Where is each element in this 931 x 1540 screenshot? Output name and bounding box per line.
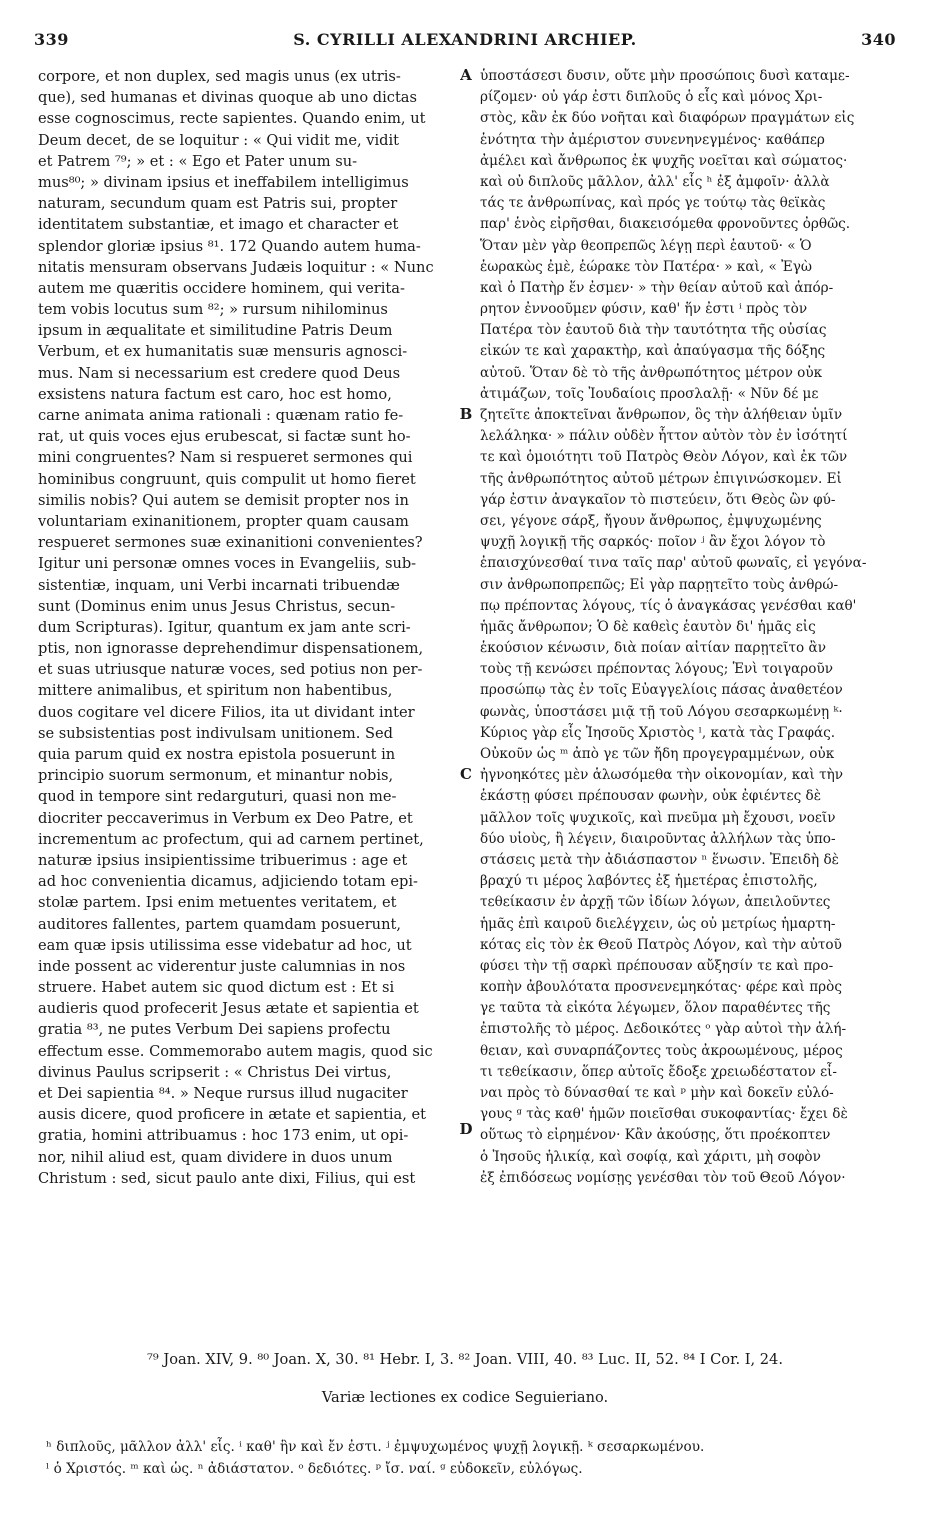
latin-text-line: splendor gloriæ ipsius ⁸¹. 172 Quando autem huma- <box>38 237 421 255</box>
greek-text-line: γάρ ἐστιν ἀναγκαῖον τὸ πιστεύειν, ὅτι Θεὸς ὢν φύ- <box>480 491 836 508</box>
greek-text-line: γους ᵍ τὰς καθ' ἡμῶν ποιεῖσθαι συκοφαντίας· ἔχει δὲ <box>480 1106 848 1123</box>
scripture-footnotes: ⁷⁹ Joan. XIV, 9. ⁸⁰ Joan. X, 30. ⁸¹ Hebr. I, 3. ⁸² Joan. VIII, 40. ⁸³ Luc. II, 52. ⁸⁴ I Cor. I, 24. <box>147 1351 783 1368</box>
greek-text-line: φωνὰς, ὑποστάσει μιᾷ τῇ τοῦ Λόγου σεσαρκωμένῃ ᵏ· <box>480 703 843 720</box>
latin-text-line: ptis, non ignorasse deprehendimur dispensationem, <box>38 640 424 658</box>
latin-text-line: tem vobis locutus sum ⁸²; » rursum nihilominus <box>38 301 388 319</box>
greek-text-line: θειαν, καὶ συναρπάζοντες τοὺς ἀκροωμένους, μέρος <box>480 1042 843 1059</box>
latin-text-line: sunt (Dominus enim unus Jesus Christus, secun- <box>38 597 396 615</box>
greek-text-line: ἀμέλει καὶ ἄνθρωπος ἐκ ψυχῆς νοεῖται καὶ σώματος· <box>480 152 848 169</box>
greek-text-line: πῳ πρέποντας λόγους, τίς ὁ ἀναγκάσας γενέσθαι καθ' <box>480 597 857 614</box>
greek-text-line: προσώπῳ τὰς ἐν τοῖς Εὐαγγελίοις πάσας ἀναθετέον <box>480 682 843 699</box>
latin-text-line: dum Scripturas). Igitur, quantum ex jam ante scri- <box>38 618 411 636</box>
greek-text-line: Κύριος γὰρ εἷς Ἰησοῦς Χριστὸς ˡ, κατὰ τὰς Γραφάς. <box>480 724 836 741</box>
latin-text-line: naturam, secundum quam est Patris sui, propter <box>38 195 398 213</box>
latin-text-line: corpore, et non duplex, sed magis unus (ex utris- <box>38 68 401 85</box>
greek-text-line: βραχύ τι μέρος λαβόντες ἐξ ἡμετέρας ἐπιστολῆς, <box>480 873 818 890</box>
greek-text-line: ἐπαισχύνεσθαί τινα ταῖς παρ' αὐτοῦ φωναῖς, εἰ γεγόνα- <box>480 555 867 572</box>
latin-text-line: voluntariam exinanitionem, propter quam causam <box>38 512 409 530</box>
latin-text-line: Igitur uni personæ omnes voces in Evangeliis, sub- <box>38 555 417 573</box>
latin-text-line: inde possent ac viderentur juste calumnias in nos <box>38 957 406 975</box>
running-title: S. CYRILLI ALEXANDRINI ARCHIEP. <box>293 30 637 49</box>
latin-text-line: mittere animalibus, et spiritum non habentibus, <box>38 682 393 700</box>
variant-line: ʰ διπλοῦς, μᾶλλον ἀλλ' εἷς. ⁱ καθ' ἣν καὶ ἔν ἐστι. ʲ ἐμψυχωμένος ψυχῇ λογικῇ. ᵏ σεσαρκωμένου. <box>46 1439 705 1455</box>
greek-text-line: τι τεθείκασιν, ὅπερ αὐτοῖς ἔδοξε χρειωδέστατον εἶ- <box>480 1063 838 1080</box>
greek-text-line: ρίζομεν· οὐ γάρ ἐστι διπλοῦς ὁ εἷς καὶ μόνος Χρι- <box>480 89 823 106</box>
greek-text-line: εἰκών τε καὶ χαρακτὴρ, καὶ ἀπαύγασμα τῆς δόξης <box>480 343 826 360</box>
latin-text-line: duos cogitare vel dicere Filios, ita ut dividant inter <box>38 703 415 721</box>
latin-text-line: mini congruentes? Nam si respueret sermones qui <box>38 449 413 467</box>
greek-text-line: παρ' ἑνὸς εἰρῆσθαι, διακεισόμεθα φρονοῦντες ὀρθῶς. <box>480 216 851 233</box>
greek-text-line: τῆς ἀνθρωπότητος αὐτοῦ μέτρων ἐπιγινώσκομεν. Εἰ <box>480 470 842 487</box>
greek-text-line: τε καὶ ὁμοιότητι τοῦ Πατρὸς Θεὸν Λόγον, καὶ ἐκ τῶν <box>480 449 848 466</box>
latin-text-line: que), sed humanas et divinas quoque ab uno dictas <box>38 89 417 107</box>
greek-text-line: δύο υἱοὺς, ἢ λέγειν, διαιροῦντας ἀλλήλων τὰς ὑπο- <box>480 830 836 847</box>
greek-text-line: Πατέρα τὸν ἑαυτοῦ διὰ τὴν ταυτότητα τῆς οὐσίας <box>480 322 827 339</box>
latin-text-line: stolæ partem. Ipsi enim metuentes veritatem, et <box>38 894 397 912</box>
section-marker-c: C <box>460 765 472 783</box>
greek-text-line: σει, γέγονε σάρξ, ἤγουν ἄνθρωπος, ἐμψυχωμένης <box>480 512 822 529</box>
greek-text-line: καὶ οὐ διπλοῦς μᾶλλον, ἀλλ' εἷς ʰ ἐξ ἀμφοῖν· ἀλλὰ <box>480 173 830 190</box>
greek-text-line: αὐτοῦ. Ὅταν δὲ τὸ τῆς ἀνθρωπότητος μέτρον οὐκ <box>480 364 823 381</box>
latin-text-line: autem me quæritis occidere hominem, qui verita- <box>38 279 405 297</box>
greek-text-line: φύσει τὴν τῇ σαρκὶ πρέπουσαν αὔξησίν τε καὶ προ- <box>480 957 834 974</box>
latin-text-line: nor, nihil aliud est, quam dividere in duos unum <box>38 1148 393 1166</box>
greek-text-line: μᾶλλον τοῖς ψυχικοῖς, καὶ πνεῦμα μὴ ἔχουσι, νοεῖν <box>480 809 836 826</box>
variant-line: ˡ ὁ Χριστός. ᵐ καὶ ὡς. ⁿ ἀδιάστατον. ᵒ δεδιότες. ᵖ ἴσ. ναί. ᵍ εὐδοκεῖν, εὐλόγως. <box>46 1461 583 1477</box>
latin-text-line: sistentiæ, inquam, uni Verbi incarnati tribuendæ <box>38 576 400 594</box>
greek-text-line: ἑνότητα τὴν ἀμέριστον συνενηνεγμένος· καθάπερ <box>480 131 825 148</box>
latin-text-line: ausis dicere, quod proficere in ætate et sapientia, et <box>38 1106 427 1124</box>
latin-text-line: quod in tempore sint redarguturi, quasi non me- <box>38 788 397 806</box>
latin-text-line: Verbum, et ex humanitatis suæ mensuris agnosci- <box>38 343 408 361</box>
greek-text-line: ρητον ἐννοοῦμεν φύσιν, καθ' ἥν ἐστι ⁱ πρὸς τὸν <box>480 301 808 318</box>
greek-text-line: κότας εἰς τὸν ἐκ Θεοῦ Πατρὸς Λόγον, καὶ τὴν αὐτοῦ <box>480 936 842 953</box>
latin-text-line: carne animata anima rationali : quænam ratio fe- <box>38 407 404 424</box>
section-marker-d: D <box>459 1120 473 1138</box>
latin-text-line: esse cognoscimus, recte sapientes. Quando enim, ut <box>38 110 426 128</box>
latin-text-line: Christum : sed, sicut paulo ante dixi, Filius, qui est <box>38 1169 416 1187</box>
greek-text-line: ἐπιστολῆς τὸ μέρος. Δεδοικότες ᵒ γὰρ αὐτοὶ τὴν ἀλή- <box>480 1021 847 1038</box>
greek-text-line: γε ταῦτα τὰ εἰκότα λέγωμεν, ὅλον παραθέντες τῆς <box>480 1000 831 1017</box>
latin-column <box>38 66 458 1189</box>
greek-text-line: οὕτως τὸ εἰρημένον· Κἂν ἀκούσῃς, ὅτι προέκοπτεν <box>480 1127 831 1144</box>
latin-text-line: et Patrem ⁷⁹; » et : « Ego et Pater unum su- <box>38 152 358 170</box>
section-marker-a: A <box>460 66 472 84</box>
latin-text-line: effectum esse. Commemorabo autem magis, quod sic <box>38 1042 433 1060</box>
latin-text-line: ad hoc convenientia dicamus, adjiciendo totam epi- <box>38 873 418 891</box>
greek-text-line: στάσεις μετὰ τὴν ἀδιάσπαστον ⁿ ἕνωσιν. Ἐπειδὴ δὲ <box>480 851 839 868</box>
greek-text-line: ἀτιμάζων, τοῖς Ἰουδαίοις προσλαλῇ· « Νῦν δέ με <box>480 385 819 402</box>
latin-text-line: similis nobis? Qui autem se demisit propter nos in <box>38 491 409 509</box>
variants-title: Variæ lectiones ex codice Seguieriano. <box>321 1389 609 1406</box>
greek-text-line: στὸς, κἂν ἐκ δύο νοῆται καὶ διαφόρων πραγμάτων εἰς <box>480 110 855 127</box>
page-number-right: 340 <box>861 30 896 49</box>
latin-text-line: mus. Nam si necessarium est credere quod Deus <box>38 364 401 382</box>
latin-text-line: ipsum in æqualitate et similitudine Patris Deum <box>38 322 393 340</box>
latin-text-line: et suas utriusque naturæ voces, sed potius non per- <box>38 661 423 679</box>
greek-text-line: ἠγνοηκότες μὲν ἁλωσόμεθα τὴν οἰκονομίαν, καὶ τὴν <box>480 767 844 784</box>
greek-text-line: τεθείκασιν ἐν ἀρχῇ τῶν ἰδίων λόγων, ἀπειλοῦντες <box>480 894 831 911</box>
greek-column <box>480 66 904 1189</box>
greek-text-line: λελάληκα· » πάλιν οὐδὲν ἧττον αὐτὸν τὸν ἐν ἰσότητί <box>480 428 848 445</box>
latin-text-line: divinus Paulus scripserit : « Christus Dei virtus, <box>38 1063 392 1081</box>
latin-text-line: principio suorum sermonum, et minantur nobis, <box>38 767 394 785</box>
page-number-left: 339 <box>34 30 69 49</box>
latin-text-line: hominibus congruunt, quis compulit ut homo fieret <box>38 470 416 488</box>
greek-text-line: Ὅταν μὲν γὰρ θεοπρεπῶς λέγῃ περὶ ἑαυτοῦ· « Ὁ <box>480 237 812 254</box>
latin-text-line: diocriter peccaverimus in Verbum ex Deo Patre, et <box>38 809 413 827</box>
latin-text-line: rat, ut quis voces ejus erubescat, si factæ sunt ho- <box>38 428 411 446</box>
greek-text-line: ἐξ ἐπιδόσεως νομίσῃς γενέσθαι τὸν τοῦ Θεοῦ Λόγον· <box>480 1169 846 1186</box>
latin-text-line: struere. Habet autem sic quod dictum est : Et si <box>38 979 395 997</box>
latin-text-line: et Dei sapientia ⁸⁴. » Neque rursus illud nugaciter <box>38 1085 408 1102</box>
greek-text-line: τοὺς τῇ κενώσει πρέποντας λόγους; Ἑνὶ τοιγαροῦν <box>480 661 834 678</box>
greek-text-line: κοπὴν ἀβουλότατα προσνενεμηκότας· φέρε καὶ πρὸς <box>480 979 842 996</box>
greek-text-line: ὁ Ἰησοῦς ἡλικίᾳ, καὶ σοφίᾳ, καὶ χάριτι, μὴ σοφὸν <box>480 1148 821 1165</box>
greek-text-line: ψυχῇ λογικῇ τῆς σαρκός· ποῖον ʲ ἂν ἔχοι λόγον τὸ <box>480 534 826 551</box>
greek-text-line: καὶ ὁ Πατὴρ ἕν ἐσμεν· » τὴν θείαν αὐτοῦ καὶ ἀπόρ- <box>480 279 834 296</box>
greek-text-line: ὑποστάσεσι δυσιν, οὔτε μὴν προσώποις δυσὶ καταμε- <box>480 68 850 84</box>
latin-text-line: incrementum ac profectum, qui ad carnem pertinet, <box>38 830 424 848</box>
latin-text-line: mus⁸⁰; » divinam ipsius et ineffabilem intelligimus <box>38 173 409 191</box>
latin-text-line: eam quæ ipsis utilissima esse videbatur ad hoc, ut <box>38 936 412 954</box>
latin-text-line: nitatis mensuram observans Judæis loquitur : « Nunc <box>38 258 434 276</box>
latin-text-line: respueret sermones suæ exinanitioni convenientes? <box>38 534 423 552</box>
latin-text-line: naturæ ipsius insipientissime tribuerimus : age et <box>38 851 408 869</box>
greek-text-line: ἑωρακὼς ἐμὲ, ἑώρακε τὸν Πατέρα· » καὶ, « Ἐγὼ <box>480 258 812 275</box>
greek-text-line: τάς τε ἀνθρωπίνας, καὶ πρός γε τούτῳ τὰς θεϊκὰς <box>480 195 826 212</box>
page-header <box>34 30 896 56</box>
greek-text-line: ναι πρὸς τὸ δύνασθαί τε καὶ ᵖ μὴν καὶ δοκεῖν εὐλό- <box>480 1085 834 1101</box>
greek-text-line: ἑκούσιον κένωσιν, διὰ ποίαν αἰτίαν παρῃτεῖτο ἂν <box>480 640 826 657</box>
greek-text-line: ζητεῖτε ἀποκτεῖναι ἄνθρωπον, ὃς τὴν ἀλήθειαν ὑμῖν <box>480 407 843 423</box>
greek-text-line: ἡμᾶς ἐπὶ καιροῦ διελέγχειν, ὡς οὐ μετρίως ἡμαρτη- <box>480 915 836 932</box>
greek-text-line: σιν ἀνθρωποπρεπῶς; Εἰ γὰρ παρῃτεῖτο τοὺς ἀνθρώ- <box>480 576 839 593</box>
latin-text-line: Deum decet, de se loquitur : « Qui vidit me, vidit <box>38 131 400 149</box>
latin-text-line: gratia ⁸³, ne putes Verbum Dei sapiens profectu <box>38 1021 391 1039</box>
latin-text-line: audieris quod profecerit Jesus ætate et sapientia et <box>38 1000 419 1018</box>
section-marker-b: B <box>459 405 473 423</box>
latin-text-line: auditores fallentes, partem quamdam posuerunt, <box>38 915 401 933</box>
variant-readings <box>46 1436 896 1480</box>
greek-text-line: ἡμᾶς ἄνθρωπον; Ὁ δὲ καθεὶς ἑαυτὸν δι' ἡμᾶς εἰς <box>480 618 816 635</box>
latin-text-line: se subsistentias post indivulsam unitionem. Sed <box>38 724 393 742</box>
greek-text-line: ἑκάστῃ φύσει πρέπουσαν φωνὴν, οὐκ ἐφιέντες δὲ <box>480 788 821 805</box>
greek-text-line: Οὐκοῦν ὡς ᵐ ἀπὸ γε τῶν ἤδη προγεγραμμένων, οὐκ <box>480 746 835 762</box>
latin-text-line: gratia, homini attribuamus : hoc 173 enim, ut opi- <box>38 1127 409 1145</box>
latin-text-line: exsistens natura factum est caro, hoc est homo, <box>38 385 392 403</box>
latin-text-line: identitatem substantiæ, et imago et character et <box>38 216 399 234</box>
latin-text-line: quia parum quid ex nostra epistola posuerunt in <box>38 746 396 763</box>
